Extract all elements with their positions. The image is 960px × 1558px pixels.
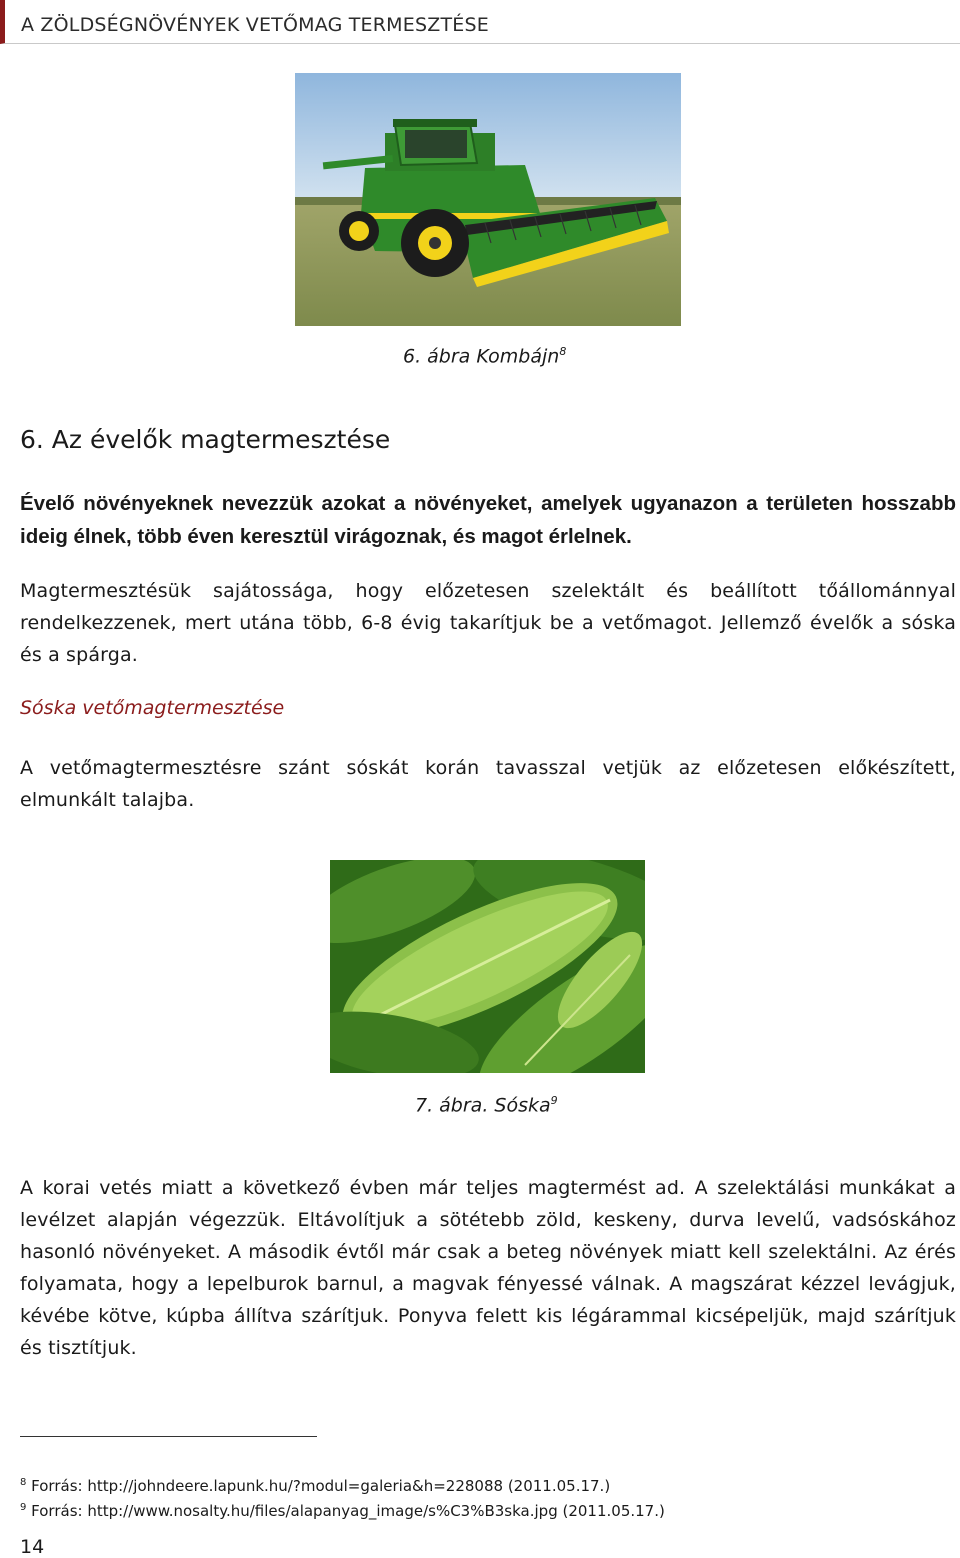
- section-heading: 6. Az évelők magtermesztése: [20, 425, 391, 454]
- page-number: 14: [20, 1536, 45, 1558]
- sorrel-image: [330, 860, 645, 1073]
- combine-harvester-image: [295, 73, 681, 326]
- figure-6-footnote-ref: 8: [559, 345, 567, 358]
- footnote-divider: [20, 1436, 317, 1437]
- footnote-9-number: 9: [20, 1502, 27, 1513]
- footnote-8: [20, 1477, 610, 1495]
- footnote-9: [20, 1502, 665, 1520]
- footnote-8-number: 8: [20, 1477, 27, 1488]
- footnote-8-text: Forrás: http://johndeere.lapunk.hu/?modul=galeria&h=228088 (2011.05.17.): [31, 1477, 611, 1495]
- paragraph-2: A vetőmagtermesztésre szánt sóskát korán tavasszal vetjük az előzetesen előkészített, elmunkált talajba.: [20, 757, 956, 811]
- subheading-soska: Sóska vetőmagtermesztése: [20, 697, 285, 719]
- combine-harvester-photo-icon: [295, 73, 681, 326]
- paragraph-3: A korai vetés miatt a következő évben már teljes magtermést ad. A szelektálási munkákat a levélzet alapján végezzük. Eltávolítjuk a sötétebb zöld, keskeny, durva levelű, vadsóskához hasonló növényeket. A második évtől már csak a beteg növények miatt kell szelektálni. Az érés folyamata, hogy a lepelburok barnul, a magvak fényessé válnak. A magszárat kézzel levágjuk, kévébe kötve, kúpba állítva szárítjuk. Ponyva felett kis légárammal kicsépeljük, majd szárítjuk és tisztítjuk.: [20, 1177, 956, 1359]
- page-header: [0, 0, 960, 44]
- figure-6-caption: [403, 345, 566, 367]
- intro-bold-paragraph: Évelő növényeknek nevezzük azokat a növényeket, amelyek ugyanazon a területen hosszabb ideig élnek, több éven keresztül virágoznak, és magot érlelnek.: [20, 492, 956, 548]
- paragraph-1: Magtermesztésük sajátossága, hogy előzetesen szelektált és beállított tőállománnyal rendelkezzenek, mert utána több, 6-8 évig takarítjuk be a vetőmagot. Jellemző évelők a sóska és a spárga.: [20, 580, 956, 666]
- footnote-9-text: Forrás: http://www.nosalty.hu/files/alapanyag_image/s%C3%B3ska.jpg (2011.05.17.): [31, 1502, 665, 1520]
- sorrel-leaves-photo-icon: [330, 860, 645, 1073]
- header-title: A ZÖLDSÉGNÖVÉNYEK VETŐMAG TERMESZTÉSE: [21, 14, 489, 36]
- figure-6-caption-text: 6. ábra Kombájn: [403, 345, 560, 368]
- figure-7-footnote-ref: 9: [550, 1094, 558, 1107]
- figure-7-caption-text: 7. ábra. Sóska: [415, 1094, 551, 1117]
- figure-7-caption: [415, 1094, 558, 1116]
